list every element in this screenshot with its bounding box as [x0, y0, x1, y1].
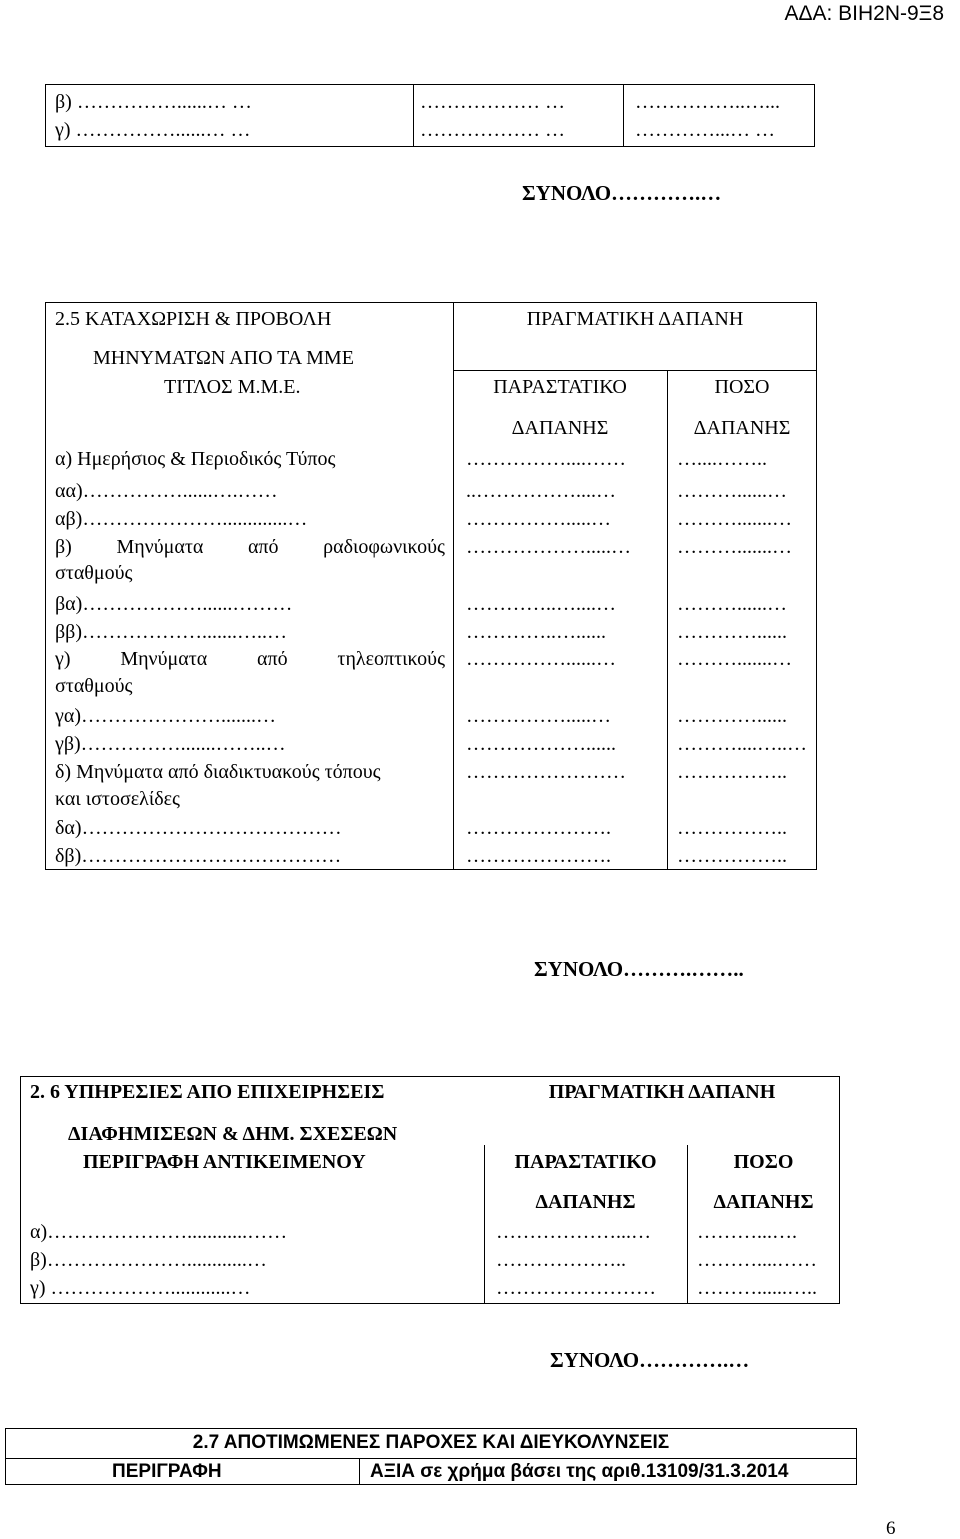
s25-row-doc: ………………….	[466, 817, 611, 839]
s26-col-amount: ΠΟΣΟ	[733, 1151, 794, 1173]
s27-col-value: ΑΞΙΑ σε χρήμα βάσει της αριθ.13109/31.3.2014	[370, 1461, 789, 1482]
s25-row-doc: …………..…......	[466, 621, 606, 643]
s25-row-doc: ..……………....…	[466, 480, 616, 502]
s27-col-description: ΠΕΡΙΓΡΑΦΗ	[112, 1461, 222, 1482]
s25-total: ΣΥΝΟΛΟ……….……..	[534, 957, 744, 981]
s25-row-desc-cont: και ιστοσελίδες	[55, 788, 180, 810]
s25-row-amount: ………....…..…	[677, 733, 807, 755]
s25-row-doc: ……………….....…	[466, 536, 631, 558]
s25-col-document-2: ΔΑΠΑΝΗΣ	[511, 417, 609, 439]
s26-row-doc: ………………...…	[496, 1221, 651, 1243]
s25-col-amount: ΠΟΣΟ	[714, 376, 770, 398]
s27-title: 2.7 ΑΠΟΤΙΜΩΜΕΝΕΣ ΠΑΡΟΧΕΣ ΚΑΙ ΔΙΕΥΚΟΛΥΝΣΕΙΣ	[192, 1432, 670, 1453]
word: Μηνύματα	[116, 536, 204, 558]
word: από	[257, 648, 288, 670]
s25-row-amount: ……….......…	[677, 508, 792, 530]
s25-row-amount: ………......…	[677, 480, 787, 502]
top-row-2-amount: …………...… …	[635, 119, 775, 141]
s26-col-document: ΠΑΡΑΣΤΑΤΙΚΟ	[514, 1151, 657, 1173]
ada-code: ΑΔΑ: ΒΙΗ2Ν-9Ξ8	[784, 2, 944, 25]
s25-divider-2	[667, 370, 668, 870]
word: Μηνύματα	[120, 648, 208, 670]
s25-header-line	[453, 370, 817, 371]
s25-row-desc: δ) Μηνύματα από διαδικτυακούς τόπους	[55, 761, 381, 783]
s25-row-doc: ………………......	[466, 733, 616, 755]
s25-row-amount: ………......…	[677, 593, 787, 615]
s26-total: ΣΥΝΟΛΟ………….…	[550, 1348, 750, 1372]
top-row-1-desc: β) ……………......… …	[55, 91, 252, 113]
s25-desc-1: ΜΗΝΥΜΑΤΩΝ ΑΠΟ ΤΑ ΜΜΕ	[93, 347, 354, 369]
s25-col-amount-2: ΔΑΠΑΝΗΣ	[693, 417, 791, 439]
s26-title: 2. 6 ΥΠΗΡΕΣΙΕΣ ΑΠΟ ΕΠΙΧΕΙΡΗΣΕΙΣ	[30, 1081, 385, 1103]
top-row-1-doc: ……………… …	[420, 91, 565, 113]
page-number: 6	[886, 1518, 896, 1539]
s25-row-desc: δα)…………………………………	[55, 817, 342, 839]
s25-row-desc	[55, 647, 445, 671]
s25-row-desc	[55, 535, 445, 559]
s25-desc-2: ΤΙΤΛΟΣ Μ.Μ.Ε.	[164, 376, 301, 398]
s26-row-amount: ………......…..	[697, 1277, 817, 1299]
top-row-2-desc: γ) ……………......… …	[55, 119, 251, 141]
s25-row-doc: ………………….	[466, 845, 611, 867]
s26-row-amount: ………...….	[697, 1221, 797, 1243]
s27-header-line	[5, 1458, 857, 1459]
s25-row-desc-cont: σταθμούς	[55, 675, 133, 697]
word: γ)	[55, 648, 71, 670]
s25-row-desc: αβ)………………….............…	[55, 508, 308, 530]
s25-row-amount: ……………..	[677, 761, 787, 783]
s26-row-desc: γ) ………………............…	[30, 1277, 251, 1299]
s25-row-doc: ……………......…	[466, 648, 616, 670]
s25-row-doc: …………….....…	[466, 705, 611, 727]
s25-col-document: ΠΑΡΑΣΤΑΤΙΚΟ	[493, 376, 627, 398]
s25-row-amount: ……………..	[677, 845, 787, 867]
s25-row-desc: α) Ημερήσιος & Περιοδικός Τύπος	[55, 448, 336, 470]
s25-row-doc: …………..…....…	[466, 593, 616, 615]
s25-row-desc-justified	[55, 647, 445, 671]
s25-row-amount: …………......	[677, 621, 787, 643]
s25-title: 2.5 ΚΑΤΑΧΩΡΙΣΗ & ΠΡΟΒΟΛΗ	[55, 308, 332, 330]
s26-title-2: ΔΙΑΦΗΜΙΣΕΩΝ & ΔΗΜ. ΣΧΕΣΕΩΝ	[68, 1123, 398, 1145]
s26-row-amount: ………....……	[697, 1249, 817, 1271]
s26-real-expense: ΠΡΑΓΜΑΤΙΚΗ ΔΑΠΑΝΗ	[548, 1081, 776, 1103]
s25-row-amount: ……….......…	[677, 648, 792, 670]
s27-divider	[359, 1458, 360, 1485]
s25-row-desc: βα)………………......………	[55, 593, 293, 615]
s25-row-amount: …………......	[677, 705, 787, 727]
s26-col-document-2: ΔΑΠΑΝΗΣ	[535, 1191, 636, 1213]
s25-row-desc: ββ)……………….......…..…	[55, 621, 288, 643]
word: ραδιοφωνικούς	[323, 536, 445, 558]
word: τηλεοπτικούς	[337, 648, 445, 670]
s26-row-doc: ……………………	[496, 1277, 656, 1299]
s25-row-doc: ……………....……	[466, 448, 626, 470]
s25-row-desc: δβ)…………………………………	[55, 845, 342, 867]
word: από	[247, 536, 279, 558]
s25-row-doc: ……………………	[466, 761, 626, 783]
s25-row-amount: …....……..	[677, 448, 767, 470]
s25-row-desc: γα)………………….......…	[55, 705, 276, 727]
s25-row-desc-cont: σταθμούς	[55, 562, 133, 584]
top-row-1-amount: ……………..…...	[635, 91, 780, 113]
s25-row-desc: αα)……………......….……	[55, 480, 278, 502]
s25-row-desc: γβ)…………….......……..…	[55, 733, 286, 755]
s26-row-desc: β)…………………............…	[30, 1249, 267, 1271]
top-table-divider	[413, 84, 414, 147]
s25-real-expense: ΠΡΑΓΜΑΤΙΚΗ ΔΑΠΑΝΗ	[526, 308, 744, 330]
top-total: ΣΥΝΟΛΟ………….…	[522, 181, 722, 205]
s25-row-desc-justified	[55, 535, 445, 559]
s26-desc: ΠΕΡΙΓΡΑΦΗ ΑΝΤΙΚΕΙΜΕΝΟΥ	[83, 1151, 366, 1173]
top-table-divider	[623, 84, 624, 147]
s25-row-amount: ……….......…	[677, 536, 792, 558]
s26-row-desc: α)…………………............……	[30, 1221, 288, 1243]
s26-col-amount-2: ΔΑΠΑΝΗΣ	[713, 1191, 814, 1213]
top-row-2-doc: ……………… …	[420, 119, 565, 141]
s26-row-doc: ………………..	[496, 1249, 626, 1271]
word: β)	[55, 536, 72, 558]
s25-row-doc: …………….....…	[466, 508, 611, 530]
s25-row-amount: ……………..	[677, 817, 787, 839]
